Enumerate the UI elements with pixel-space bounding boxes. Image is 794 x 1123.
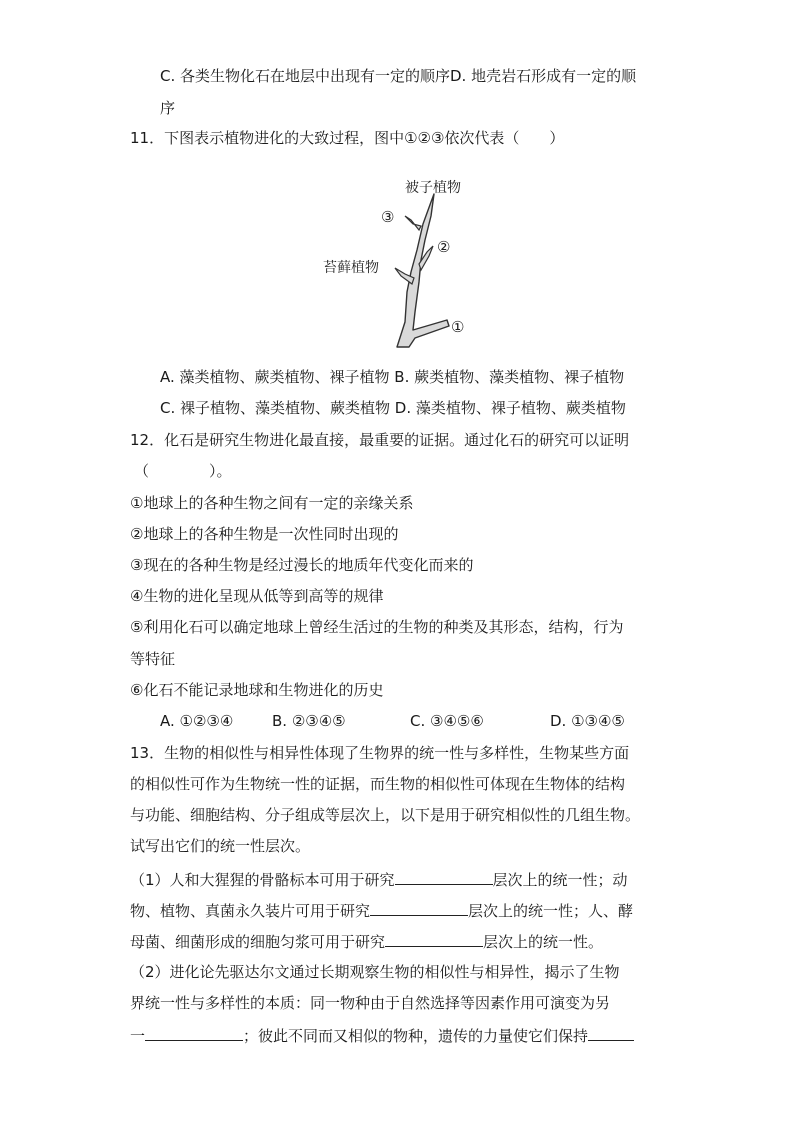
- answer-blank-5[interactable]: [588, 1024, 634, 1041]
- q13-part1-text-c: 物、植物、真菌永久装片可用于研究: [130, 902, 371, 920]
- q13-part1-text-a: （1）人和大猩猩的骨骼标本可用于研究: [130, 871, 395, 889]
- figure-label-angiosperms: 被子植物: [405, 180, 461, 196]
- q12-item: ①地球上的各种生物之间有一定的亲缘关系: [130, 494, 414, 512]
- answer-blank-2[interactable]: [370, 899, 468, 916]
- q13-part2-line1: （2）进化论先驱达尔文通过长期观察生物的相似性与相异性，揭示了生物: [130, 963, 620, 981]
- q13-part1-text-b: 层次上的统一性；动: [492, 871, 628, 889]
- answer-blank-1[interactable]: [395, 868, 493, 885]
- q12-item: ⑤利用化石可以确定地球上曾经生活过的生物的种类及其形态，结构，行为: [130, 618, 624, 636]
- q13-stem-line: 试写出它们的统一性层次。: [130, 837, 311, 855]
- q10-option-line: C. 各类生物化石在地层中出现有一定的顺序D. 地壳岩石形成有一定的顺: [160, 67, 637, 85]
- q11-options-row-2: C. 裸子植物、藻类植物、蕨类植物 D. 藻类植物、裸子植物、蕨类植物: [160, 399, 626, 417]
- answer-blank-3[interactable]: [385, 930, 483, 947]
- q12-option-d: D. ①③④⑤: [550, 712, 625, 730]
- q12-option-c: C. ③④⑤⑥: [410, 712, 484, 730]
- q12-stem: 12．化石是研究生物进化最直接，最重要的证据。通过化石的研究可以证明: [130, 431, 630, 449]
- answer-blank-4[interactable]: [145, 1024, 243, 1041]
- q13-part1-text-e: 母菌、细菌形成的细胞匀浆可用于研究: [130, 933, 386, 951]
- plant-evolution-figure: [315, 172, 515, 352]
- q11-options-row-1: A. 藻类植物、蕨类植物、裸子植物 B. 蕨类植物、藻类植物、裸子植物: [160, 368, 625, 386]
- q13-part2-line3: [130, 1024, 634, 1046]
- q13-part1-text-f: 层次上的统一性。: [483, 933, 604, 951]
- q12-item: ③现在的各种生物是经过漫长的地质年代变化而来的: [130, 556, 474, 574]
- q12-option-a: A. ①②③④: [160, 712, 234, 730]
- q13-stem-line: 13．生物的相似性与相异性体现了生物界的统一性与多样性，生物某些方面: [130, 744, 630, 762]
- q12-item-cont: 等特征: [130, 650, 176, 668]
- figure-label-mosses: 苔藓植物: [323, 260, 379, 276]
- q12-item: ②地球上的各种生物是一次性同时出现的: [130, 525, 399, 543]
- q12-item: ④生物的进化呈现从低等到高等的规律: [130, 587, 384, 605]
- q13-stem-line: 与功能、细胞结构、分子组成等层次上，以下是用于研究相似性的几组生物。: [130, 806, 641, 824]
- q10-option-line-cont: 序: [160, 99, 176, 117]
- q13-part2-line2: 界统一性与多样性的本质：同一物种由于自然选择等因素作用可演变为另: [130, 994, 611, 1012]
- figure-mark-2: ②: [437, 238, 451, 256]
- q11-stem: 11．下图表示植物进化的大致过程，图中①②③依次代表（ ）: [130, 129, 565, 147]
- q13-part2-text-d: ；彼此不同而又相似的物种，遗传的力量使它们保持: [243, 1027, 589, 1045]
- q13-part1-text-d: 层次上的统一性；人、酵: [468, 902, 634, 920]
- q13-part1-line1: [130, 868, 628, 890]
- q12-item: ⑥化石不能记录地球和生物进化的历史: [130, 681, 384, 699]
- q13-part2-text-c: 一: [130, 1027, 146, 1045]
- q12-option-b: B. ②③④⑤: [272, 712, 346, 730]
- q13-stem-line: 的相似性可作为生物统一性的证据，而生物的相似性可体现在生物体的结构: [130, 775, 626, 793]
- q13-part1-line3: [130, 930, 603, 952]
- q13-part1-line2: [130, 899, 633, 921]
- q12-stem-cont: （ ）。: [134, 462, 232, 480]
- figure-mark-3: ③: [381, 208, 395, 226]
- figure-mark-1: ①: [451, 318, 465, 336]
